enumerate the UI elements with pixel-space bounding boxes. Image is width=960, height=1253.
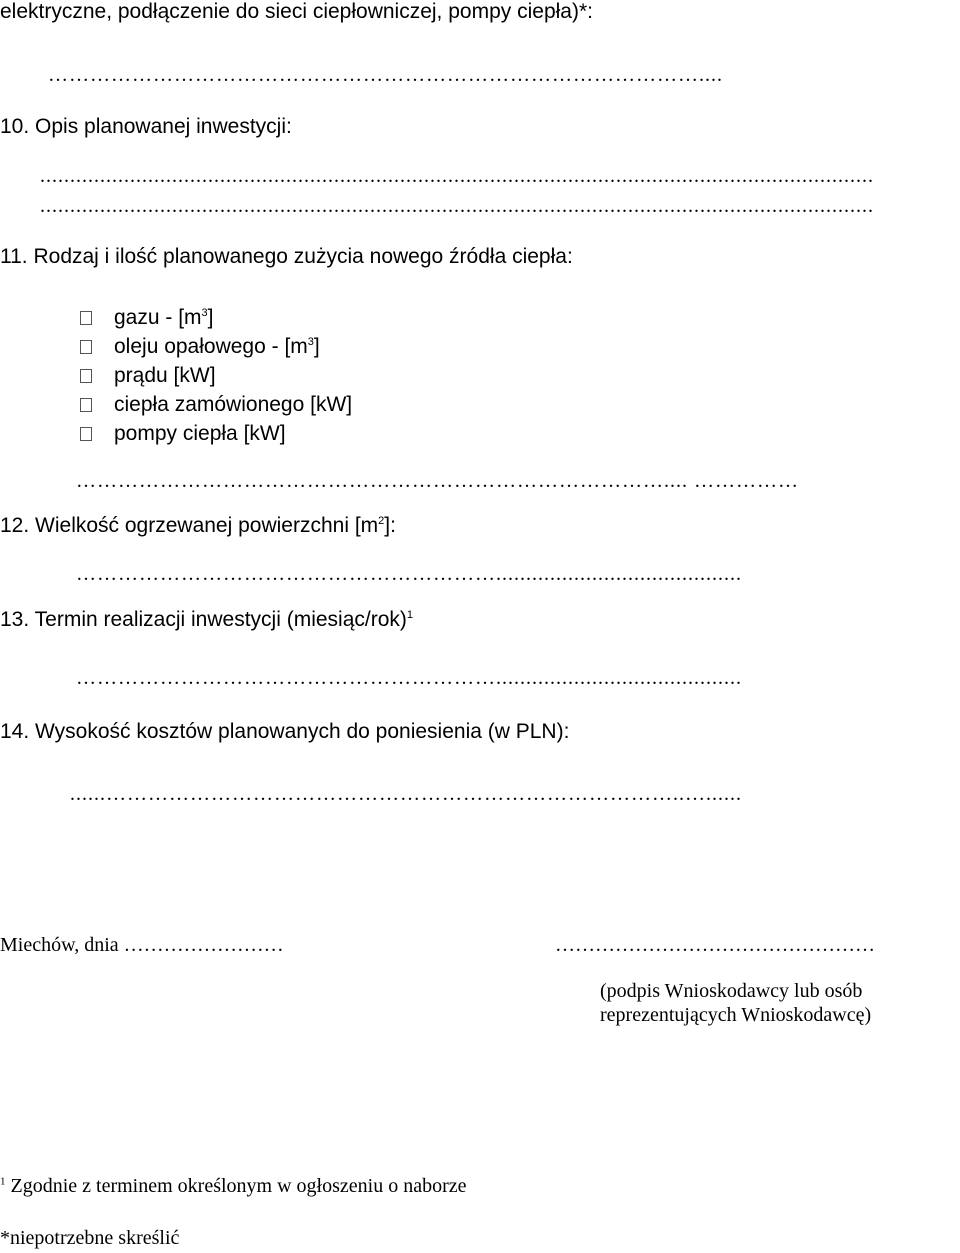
strike-out-note: *niepotrzebne skreślić [0, 1227, 180, 1249]
option-district-heat-label: ciepła zamówionego [kW] [114, 393, 353, 416]
section-10-heading: 10. Opis planowanej inwestycji: [0, 115, 292, 138]
option-gas-label: gazu - $[m^3]$ [114, 306, 214, 329]
option-oil-label: oleju opałowego - $[m^3]$ [114, 335, 320, 358]
option-gas[interactable] [80, 306, 214, 330]
signature-caption-line-2: reprezentujących Wnioskodawcę) [600, 1004, 872, 1026]
checkbox-oil[interactable] [80, 340, 92, 354]
checkbox-heat-pump[interactable] [80, 427, 92, 441]
answer-dotted-line-13[interactable]: ……………………………………………………......................................... [76, 667, 742, 689]
option-heat-pump-label: pompy ciepła [kW] [114, 422, 286, 445]
answer-dotted-line-10b[interactable]: ........................................................................................................................................... [40, 195, 874, 217]
section-13-heading: 13. Termin realizacji inwestycji (miesiąc/rok)$^1$ [0, 608, 414, 631]
signature-line[interactable]: ………………………………………… [555, 934, 875, 956]
answer-dotted-line-10a[interactable]: ........................................................................................................................................... [40, 165, 874, 187]
option-oil[interactable] [80, 335, 320, 359]
answer-dotted-line-9[interactable]: ………………………………………………………………………………….... [48, 64, 723, 86]
option-heat-pump[interactable] [80, 422, 286, 446]
option-electricity-label: prądu [kW] [114, 364, 216, 387]
answer-dotted-line-14[interactable]: ......………………………………………………………………………..…...... [70, 783, 742, 805]
footnote-ref-1: 1 [406, 609, 414, 621]
intro-continuation-text: elektryczne, podłączenie do sieci ciepłowniczej, pompy ciepła)*: [0, 0, 593, 23]
checkbox-gas[interactable] [80, 311, 92, 325]
answer-dotted-line-11[interactable]: ………………………………………………………………………….... …………… [76, 470, 799, 492]
answer-dotted-line-12[interactable]: ……………………………………………………......................................... [76, 563, 742, 585]
checkbox-district-heat[interactable] [80, 398, 92, 412]
signature-caption-line-1: (podpis Wnioskodawcy lub osób [600, 980, 863, 1002]
checkbox-electricity[interactable] [80, 369, 92, 383]
option-electricity[interactable] [80, 364, 216, 388]
section-12-heading: 12. Wielkość ogrzewanej powierzchni $[m^2]$: [0, 514, 396, 537]
section-14-heading: 14. Wysokość kosztów planowanych do poniesienia (w PLN): [0, 720, 570, 743]
option-district-heat[interactable] [80, 393, 352, 417]
section-11-heading: 11. Rodzaj i ilość planowanego zużycia nowego źródła ciepła: [0, 245, 573, 268]
place-date-field[interactable]: Miechów, dnia …………………… [0, 934, 284, 956]
footnote-1: $^1$ Zgodnie z terminem określonym w ogłoszeniu o naborze [0, 1175, 467, 1197]
